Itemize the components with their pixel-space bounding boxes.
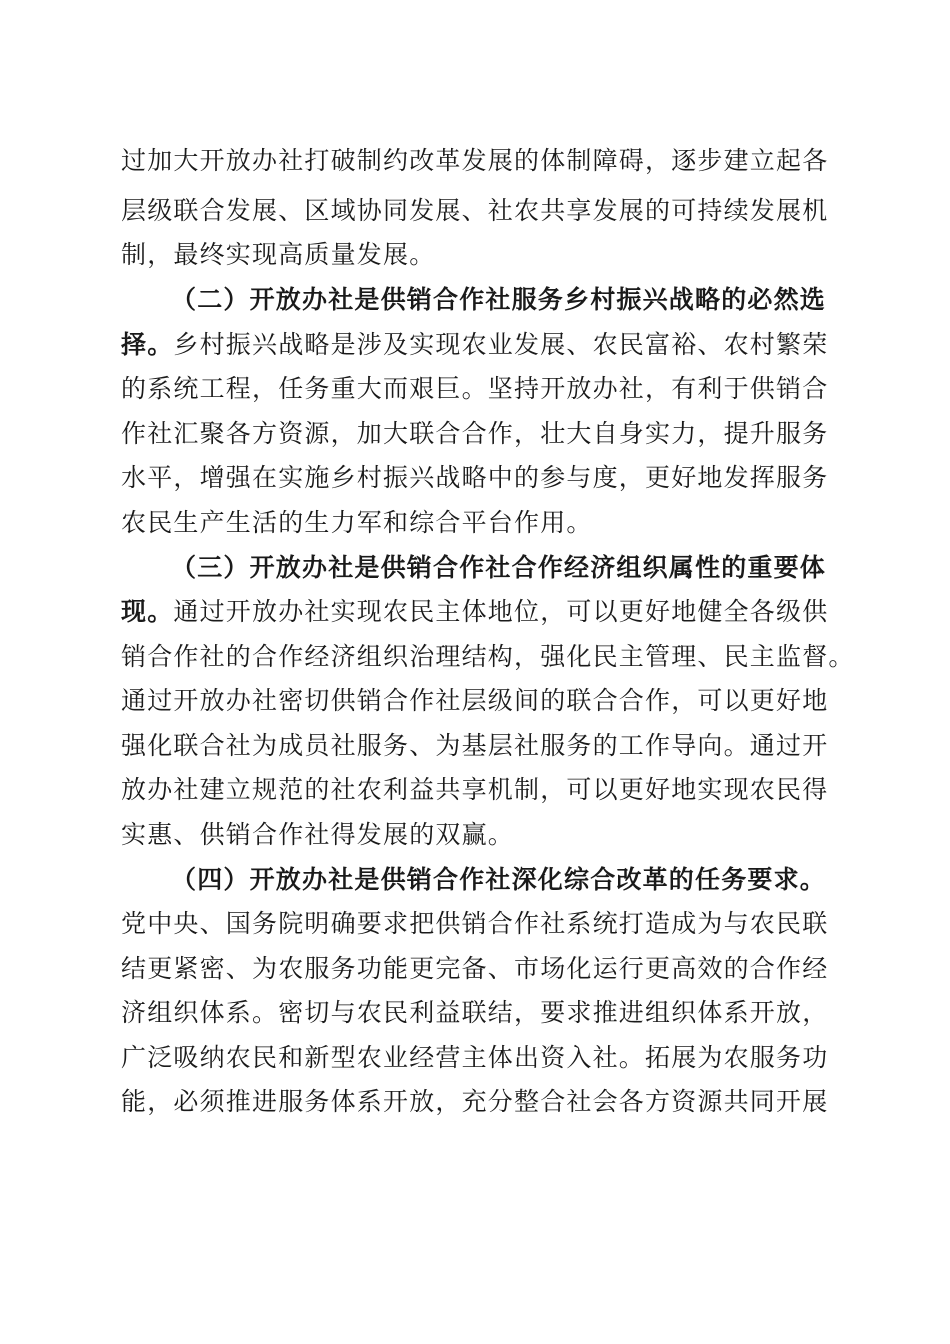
text-line: 放办社建立规范的社农利益共享机制，可以更好地实现农民得 — [121, 775, 829, 804]
text-line: 能，必须推进服务体系开放，充分整合社会各方资源共同开展 — [121, 1087, 829, 1116]
text-line: 广泛吸纳农民和新型农业经营主体出资入社。拓展为农服务功 — [121, 1043, 829, 1072]
text-line: 农民生产生活的生力军和综合平台作用。 — [121, 508, 593, 537]
text-line: 通过开放办社密切供销合作社层级间的联合合作，可以更好地 — [121, 686, 829, 715]
text-line — [121, 327, 828, 363]
section-heading-end: 择。 — [121, 330, 174, 359]
text-line: 销合作社的合作经济组织治理结构，强化民主管理、民主监督。 — [121, 642, 855, 671]
text-line: 结更紧密、为农服务功能更完备、市场化运行更高效的合作经 — [121, 954, 829, 983]
text-span: 通过开放办社实现农民主体地位，可以更好地健全各级供 — [173, 597, 829, 626]
text-line: 层级联合发展、区域协同发展、社农共享发展的可持续发展机 — [121, 196, 829, 225]
section-heading: （二）开放办社是供销合作社服务乡村振兴战略的必然选 — [171, 285, 827, 314]
text-line: 制，最终实现高质量发展。 — [121, 240, 436, 269]
text-line: 过加大开放办社打破制约改革发展的体制障碍，逐步建立起各 — [121, 146, 829, 175]
text-line: 水平，增强在实施乡村振兴战略中的参与度，更好地发挥服务 — [121, 463, 829, 492]
text-line: 作社汇聚各方资源，加大联合合作，壮大自身实力，提升服务 — [121, 419, 829, 448]
text-line — [121, 594, 828, 630]
text-span: 乡村振兴战略是涉及实现农业发展、农民富裕、农村繁荣 — [173, 330, 829, 359]
text-line: 济组织体系。密切与农民利益联结，要求推进组织体系开放， — [121, 998, 829, 1027]
section-heading: （四）开放办社是供销合作社深化综合改革的任务要求。 — [171, 865, 827, 894]
section-heading-end: 现。 — [121, 597, 174, 626]
text-line: 的系统工程，任务重大而艰巨。坚持开放办社，有利于供销合 — [121, 374, 829, 403]
section-heading: （三）开放办社是供销合作社合作经济组织属性的重要体 — [171, 553, 827, 582]
text-line: 党中央、国务院明确要求把供销合作社系统打造成为与农民联 — [121, 909, 829, 938]
text-line: 实惠、供销合作社得发展的双赢。 — [121, 820, 515, 849]
text-line: 强化联合社为成员社服务、为基层社服务的工作导向。通过开 — [121, 731, 829, 760]
